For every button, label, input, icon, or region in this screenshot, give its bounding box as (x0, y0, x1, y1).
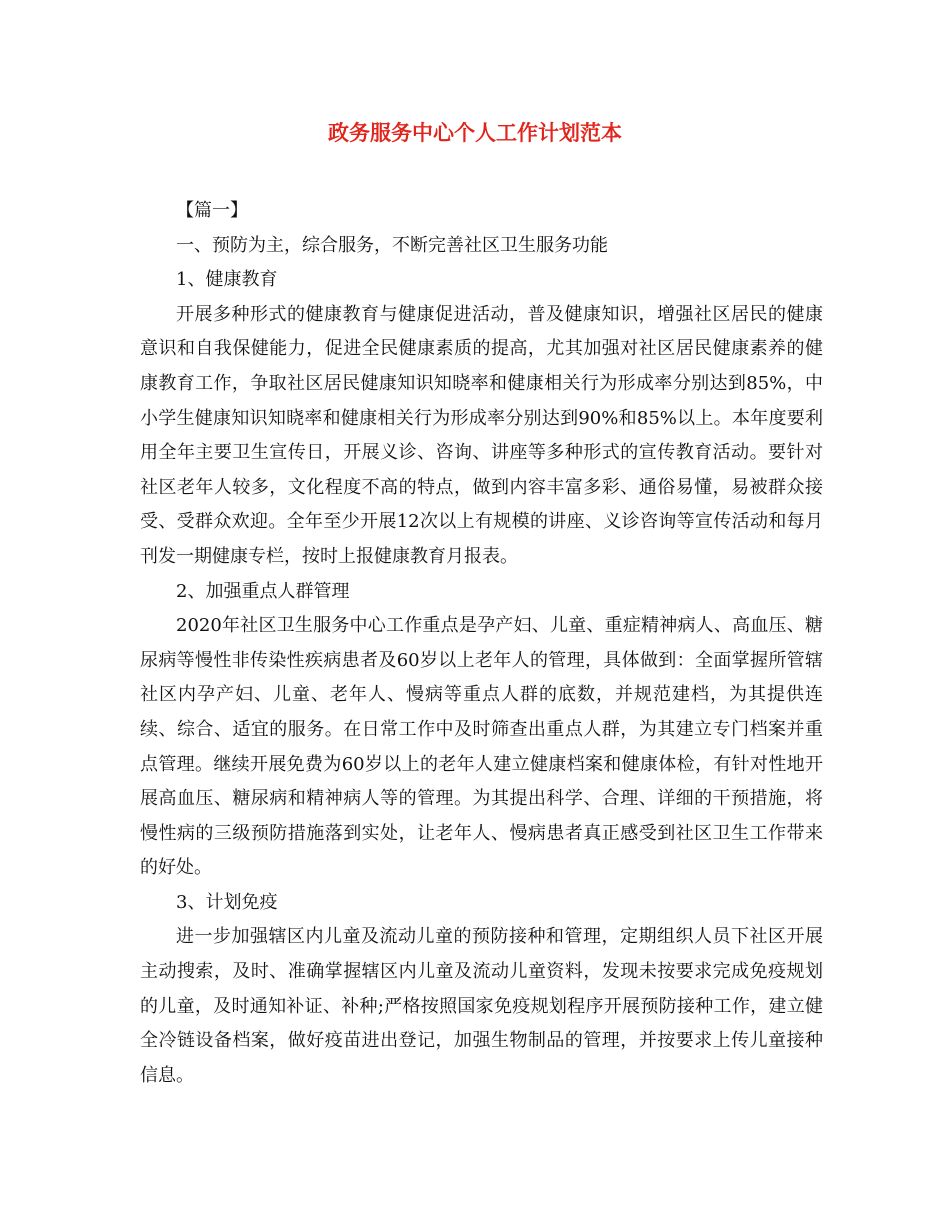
section-heading: 一、预防为主，综合服务，不断完善社区卫生服务功能 (176, 234, 608, 256)
subheading-health-education: 1、健康教育 (176, 269, 278, 291)
section-label: 【篇一】 (176, 200, 248, 221)
paragraph-key-groups: 2020年社区卫生服务中心工作重点是孕产妇、儿童、重症精神病人、高血压、糖尿病等慢性非传染性疾病患者及60岁以上老年人的管理，具体做到：全面掌握所管辖社区内孕产妇、儿童、老年人、慢病等重点人群的底数，并规范建档，为其提供连续、综合、适宜的服务。在日常工作中及时筛查出重点人群，为其建立专门档案并重点管理。继续开展免费为60岁以上的老年人建立健康档案和健康体检，有针对性地开展高血压、糖尿病和精神病人等的管理。为其提出科学、合理、详细的干预措施，将慢性病的三级预防措施落到实处，让老年人、慢病患者真正感受到社区卫生工作带来的好处。 (140, 615, 823, 879)
subheading-immunization: 3、计划免疫 (176, 891, 278, 913)
paragraph-health-education: 开展多种形式的健康教育与健康促进活动，普及健康知识，增强社区居民的健康意识和自我保健能力，促进全民健康素质的提高，尤其加强对社区居民健康素养的健康教育工作，争取社区居民健康知识知晓率和健康相关行为形成率分别达到85%，中小学生健康知识知晓率和健康相关行为形成率分别达到90%和85%以上。本年度要利用全年主要卫生宣传日，开展义诊、咨询、讲座等多种形式的宣传教育活动。要针对社区老年人较多，文化程度不高的特点，做到内容丰富多彩、通俗易懂，易被群众接受、受群众欢迎。全年至少开展12次以上有规模的讲座、义诊咨询等宣传活动和每月刊发一期健康专栏，按时上报健康教育月报表。 (140, 303, 823, 567)
document-title: 政务服务中心个人工作计划范本 (328, 120, 622, 145)
paragraph-immunization: 进一步加强辖区内儿童及流动儿童的预防接种和管理，定期组织人员下社区开展主动搜索，及时、准确掌握辖区内儿童及流动儿童资料，发现未按要求完成免疫规划的儿童，及时通知补证、补种;严格按照国家免疫规划程序开展预防接种工作，建立健全冷链设备档案，做好疫苗进出登记，加强生物制品的管理，并按要求上传儿童接种信息。 (140, 926, 823, 1086)
subheading-key-groups: 2、加强重点人群管理 (176, 580, 350, 602)
document-body (140, 194, 823, 1093)
